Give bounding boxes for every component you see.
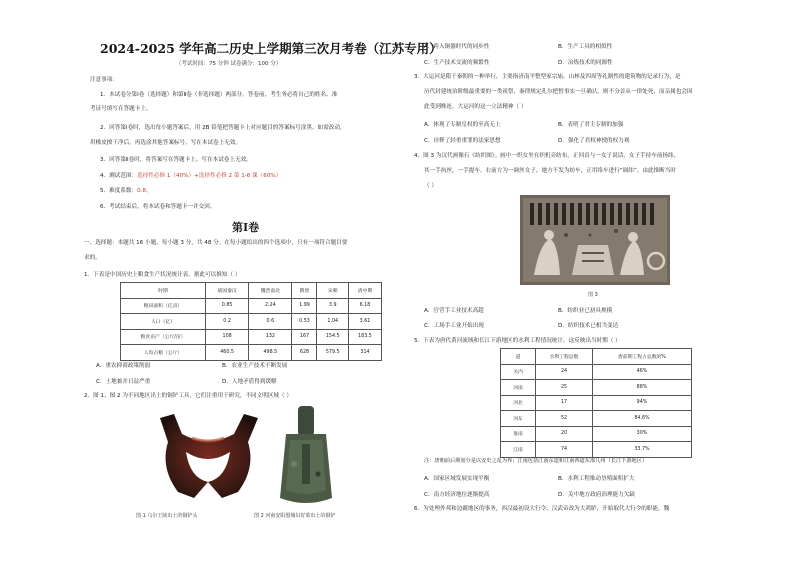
table-row bbox=[501, 395, 692, 411]
q2-option-c[interactable]: C．生产技术交流的频繁性 bbox=[424, 60, 490, 66]
table-cell: 25 bbox=[536, 380, 593, 396]
note-5-prefix: 5．难度系数： bbox=[100, 188, 138, 194]
section-intro-a: 一、选择题：本题共 16 小题，每小题 3 分，共 48 分。在每小题给出的四个选项中，只有一项符合题目要 bbox=[84, 240, 348, 246]
q1-option-c[interactable]: C．土地兼并日益严重 bbox=[96, 379, 151, 385]
figure-1-caption: 图 1 乌尔王陵出土的铜铲头 bbox=[136, 513, 198, 519]
exam-subtitle: （考试时间：75 分钟 试卷满分：100 分） bbox=[176, 61, 282, 67]
table-row bbox=[121, 329, 382, 345]
table-header-row bbox=[121, 283, 382, 299]
figure-3-weaving-relief bbox=[520, 195, 670, 285]
note-6: 6．考试结束后，将本试卷和答题卡一并交回。 bbox=[100, 204, 216, 210]
table-cell: 河南 bbox=[501, 380, 536, 396]
table-cell: 0.53 bbox=[292, 314, 317, 330]
table-cell: 167 bbox=[292, 329, 317, 345]
table-header-cell: 时期 bbox=[121, 283, 206, 299]
table-row bbox=[121, 298, 382, 314]
q3-option-d[interactable]: D．强化了君权神授的权力观 bbox=[558, 138, 630, 144]
figure-1-axe-head bbox=[152, 408, 264, 504]
table-cell: 江南 bbox=[501, 442, 536, 458]
q4-stem-b: 其一手执丝，一手提车。右前方为一调丝女子，她方不发为纺车，正用络车进行“调纬”。由此推断当时 bbox=[424, 168, 676, 174]
table-header-row bbox=[501, 349, 692, 365]
q1-table bbox=[120, 282, 382, 361]
q1-stem: 1．下表是中国历史上粮食生产状况统计表。据此可以推知（ ） bbox=[84, 272, 241, 278]
table-row bbox=[501, 442, 692, 458]
table-cell: 88% bbox=[593, 380, 692, 396]
q5-option-b[interactable]: B．水利工程推动垦殖面积扩大 bbox=[558, 476, 635, 482]
table-cell: 1.04 bbox=[317, 314, 349, 330]
table-cell: 3.61 bbox=[349, 314, 382, 330]
table-cell: 河东 bbox=[501, 411, 536, 427]
table-cell: 24 bbox=[536, 364, 593, 380]
table-row bbox=[501, 426, 692, 442]
q1-option-d[interactable]: D．人地矛盾得到缓解 bbox=[222, 379, 277, 385]
q2-option-a[interactable]: A．跨入铜器时代的同步性 bbox=[424, 44, 490, 50]
q5-stem: 5．下表为唐代黄河流域和长江下游地区的水利工程情况统计。这反映出当时期（ ） bbox=[414, 338, 621, 344]
q3-stem-b: 历代封建统治阶级最重要的一类祖祭，秦律规定孔尔把暂事实一旦确认，则不分首从一律处死，而亲属也会因 bbox=[424, 89, 693, 95]
table-cell: 人均占粮（公斤） bbox=[121, 345, 206, 361]
note-4-prefix: 4．测试范围： bbox=[100, 173, 138, 179]
table-header-cell: 清中期 bbox=[349, 283, 382, 299]
q2-option-d[interactable]: D．冶炼技术的同源性 bbox=[558, 60, 613, 66]
table-header-cell: 唐前期工程占总数的% bbox=[593, 349, 692, 365]
table-cell: 0.85 bbox=[206, 298, 249, 314]
table-cell: 46% bbox=[593, 364, 692, 380]
table-cell: 33.7% bbox=[593, 442, 692, 458]
table-header-cell: 宋朝 bbox=[317, 283, 349, 299]
table-cell: 0.2 bbox=[206, 314, 249, 330]
q3-option-b[interactable]: B．表明了君主专制的加强 bbox=[558, 122, 624, 128]
table-cell: 579.5 bbox=[317, 345, 349, 361]
q4-stem-a: 4．图 3 为汉代画像石《纺织图》。画中一织女坐在织机旁纺布，正回首与一女子说话，女子手持车前扬纬， bbox=[414, 153, 680, 159]
table-cell: 52 bbox=[536, 411, 593, 427]
table-row bbox=[121, 345, 382, 361]
table-header-cell: 魏晋南北 bbox=[249, 283, 292, 299]
test-range: 选择性必修 1（40%）+选择性必修 2 第 1-6 课（60%） bbox=[137, 173, 282, 179]
table-cell: 314 bbox=[349, 345, 382, 361]
note-1b: 考证号填写在答题卡上。 bbox=[90, 106, 152, 112]
q3-stem-a: 3．大运河是隋于秦朝的一种举行，主要指济南平整型家宗庙、山林及四周等礼制性的建筑物的记录行为，是 bbox=[414, 74, 681, 80]
q3-stem-c: 此受到株连。大运河的这一立法精神（ ） bbox=[424, 104, 527, 110]
table-cell: 淮南 bbox=[501, 426, 536, 442]
table-row bbox=[501, 364, 692, 380]
table-header-cell: 战国秦汉 bbox=[206, 283, 249, 299]
figure-2-bronze-shovel bbox=[276, 404, 336, 508]
table-cell: 河北 bbox=[501, 395, 536, 411]
note-5 bbox=[100, 188, 152, 195]
q2-option-b[interactable]: B．生产工具的相似性 bbox=[558, 44, 613, 50]
right-column bbox=[410, 0, 790, 562]
table-cell: 74 bbox=[536, 442, 593, 458]
exam-title: 2024-2025 学年高二历史上学期第三次月考卷（江苏专用） bbox=[100, 41, 442, 56]
q3-option-c[interactable]: C．诠释了轻重重罪的法家思想 bbox=[424, 138, 501, 144]
table-cell: 1.99 bbox=[292, 298, 317, 314]
q4-stem-c: （ ） bbox=[424, 183, 437, 189]
table-cell: 粮食亩产（公斤/亩） bbox=[121, 329, 206, 345]
q6-stem: 6．为处理外邦和边疆地区的事务，西汉最初设大行令，汉武帝改为大鸿胪，开始取代大行令的职能，魏 bbox=[414, 506, 670, 512]
note-2a: 2．回答第Ⅰ卷时，选出每小题答案后，用 2B 铅笔把答题卡上对应题目的答案标号涂黑。如需改动， bbox=[100, 125, 346, 131]
table-cell: 3.9 bbox=[317, 298, 349, 314]
section-title: 第Ⅰ卷 bbox=[232, 221, 260, 234]
table-header-cell: 水利工程总数 bbox=[536, 349, 593, 365]
q5-note: 注：唐朝前后期划分是以安史之乱为界；江南包括江南东道和江南西道东部几州（长江下游地区） bbox=[424, 458, 648, 464]
note-4 bbox=[100, 173, 281, 180]
table-cell: 628 bbox=[292, 345, 317, 361]
q5-table bbox=[500, 348, 692, 458]
table-cell: 0.6 bbox=[249, 314, 292, 330]
table-cell: 108 bbox=[206, 329, 249, 345]
table-cell: 粮田面积（亿亩） bbox=[121, 298, 206, 314]
table-cell: 关内 bbox=[501, 364, 536, 380]
table-cell: 498.5 bbox=[249, 345, 292, 361]
note-2b: 用橡皮擦干净后，再选涂其他答案标号。写在本试卷上无效。 bbox=[90, 140, 242, 146]
table-cell: 30% bbox=[593, 426, 692, 442]
table-cell: 460.5 bbox=[206, 345, 249, 361]
q1-option-a[interactable]: A．重农抑商政策削弱 bbox=[96, 363, 151, 369]
table-row bbox=[121, 314, 382, 330]
notes-heading: 注意事项： bbox=[90, 77, 118, 83]
table-cell: 183.5 bbox=[349, 329, 382, 345]
q2-stem: 2．图 1、图 2 为不同地区出土的铜铲工具，它们注重用于研究，不同文明区域（ ） bbox=[84, 393, 292, 399]
difficulty-value: 0.8。 bbox=[137, 188, 152, 194]
q4-option-b[interactable]: B．纺织业已初具规模 bbox=[558, 308, 613, 314]
q4-option-c[interactable]: C．工场手工业开始出现 bbox=[424, 323, 484, 329]
table-header-cell: 隋唐 bbox=[292, 283, 317, 299]
table-cell: 132 bbox=[249, 329, 292, 345]
q4-option-d[interactable]: D．纺织技术已相当变达 bbox=[558, 323, 619, 329]
table-cell: 17 bbox=[536, 395, 593, 411]
table-header-cell: 道 bbox=[501, 349, 536, 365]
q4-option-a[interactable]: A．官营手工业技术高超 bbox=[424, 308, 484, 314]
table-cell: 人口（亿） bbox=[121, 314, 206, 330]
table-cell: 2.24 bbox=[249, 298, 292, 314]
q3-option-a[interactable]: A．体现了专制皇权的至高无上 bbox=[424, 122, 501, 128]
table-row bbox=[501, 380, 692, 396]
table-cell: 6.18 bbox=[349, 298, 382, 314]
figure-3-caption: 图 3 bbox=[588, 292, 598, 298]
figure-2-caption: 图 2 河南安阳殷墟妇好墓出土的铜铲 bbox=[254, 513, 336, 519]
q5-option-a[interactable]: A．国家区域发展实现平衡 bbox=[424, 476, 490, 482]
q1-option-b[interactable]: B．农业生产技术不断发展 bbox=[222, 363, 288, 369]
note-1a: 1．本试卷分第Ⅰ卷（选择题）和第Ⅱ卷（非选择题）两部分。答卷前，考生务必将自己的姓名、准 bbox=[100, 92, 338, 98]
q5-option-d[interactable]: D．关中地方政府治理能力欠缺 bbox=[558, 492, 636, 498]
table-cell: 20 bbox=[536, 426, 593, 442]
section-intro-b: 求的。 bbox=[84, 255, 101, 261]
table-cell: 94% bbox=[593, 395, 692, 411]
table-cell: 84.6% bbox=[593, 411, 692, 427]
note-3: 3．回答第Ⅱ卷时，将答案写在答题卡上。写在本试卷上无效。 bbox=[100, 157, 252, 163]
q5-option-c[interactable]: C．南方经济地位逐渐提高 bbox=[424, 492, 490, 498]
table-row bbox=[501, 411, 692, 427]
table-cell: 154.5 bbox=[317, 329, 349, 345]
